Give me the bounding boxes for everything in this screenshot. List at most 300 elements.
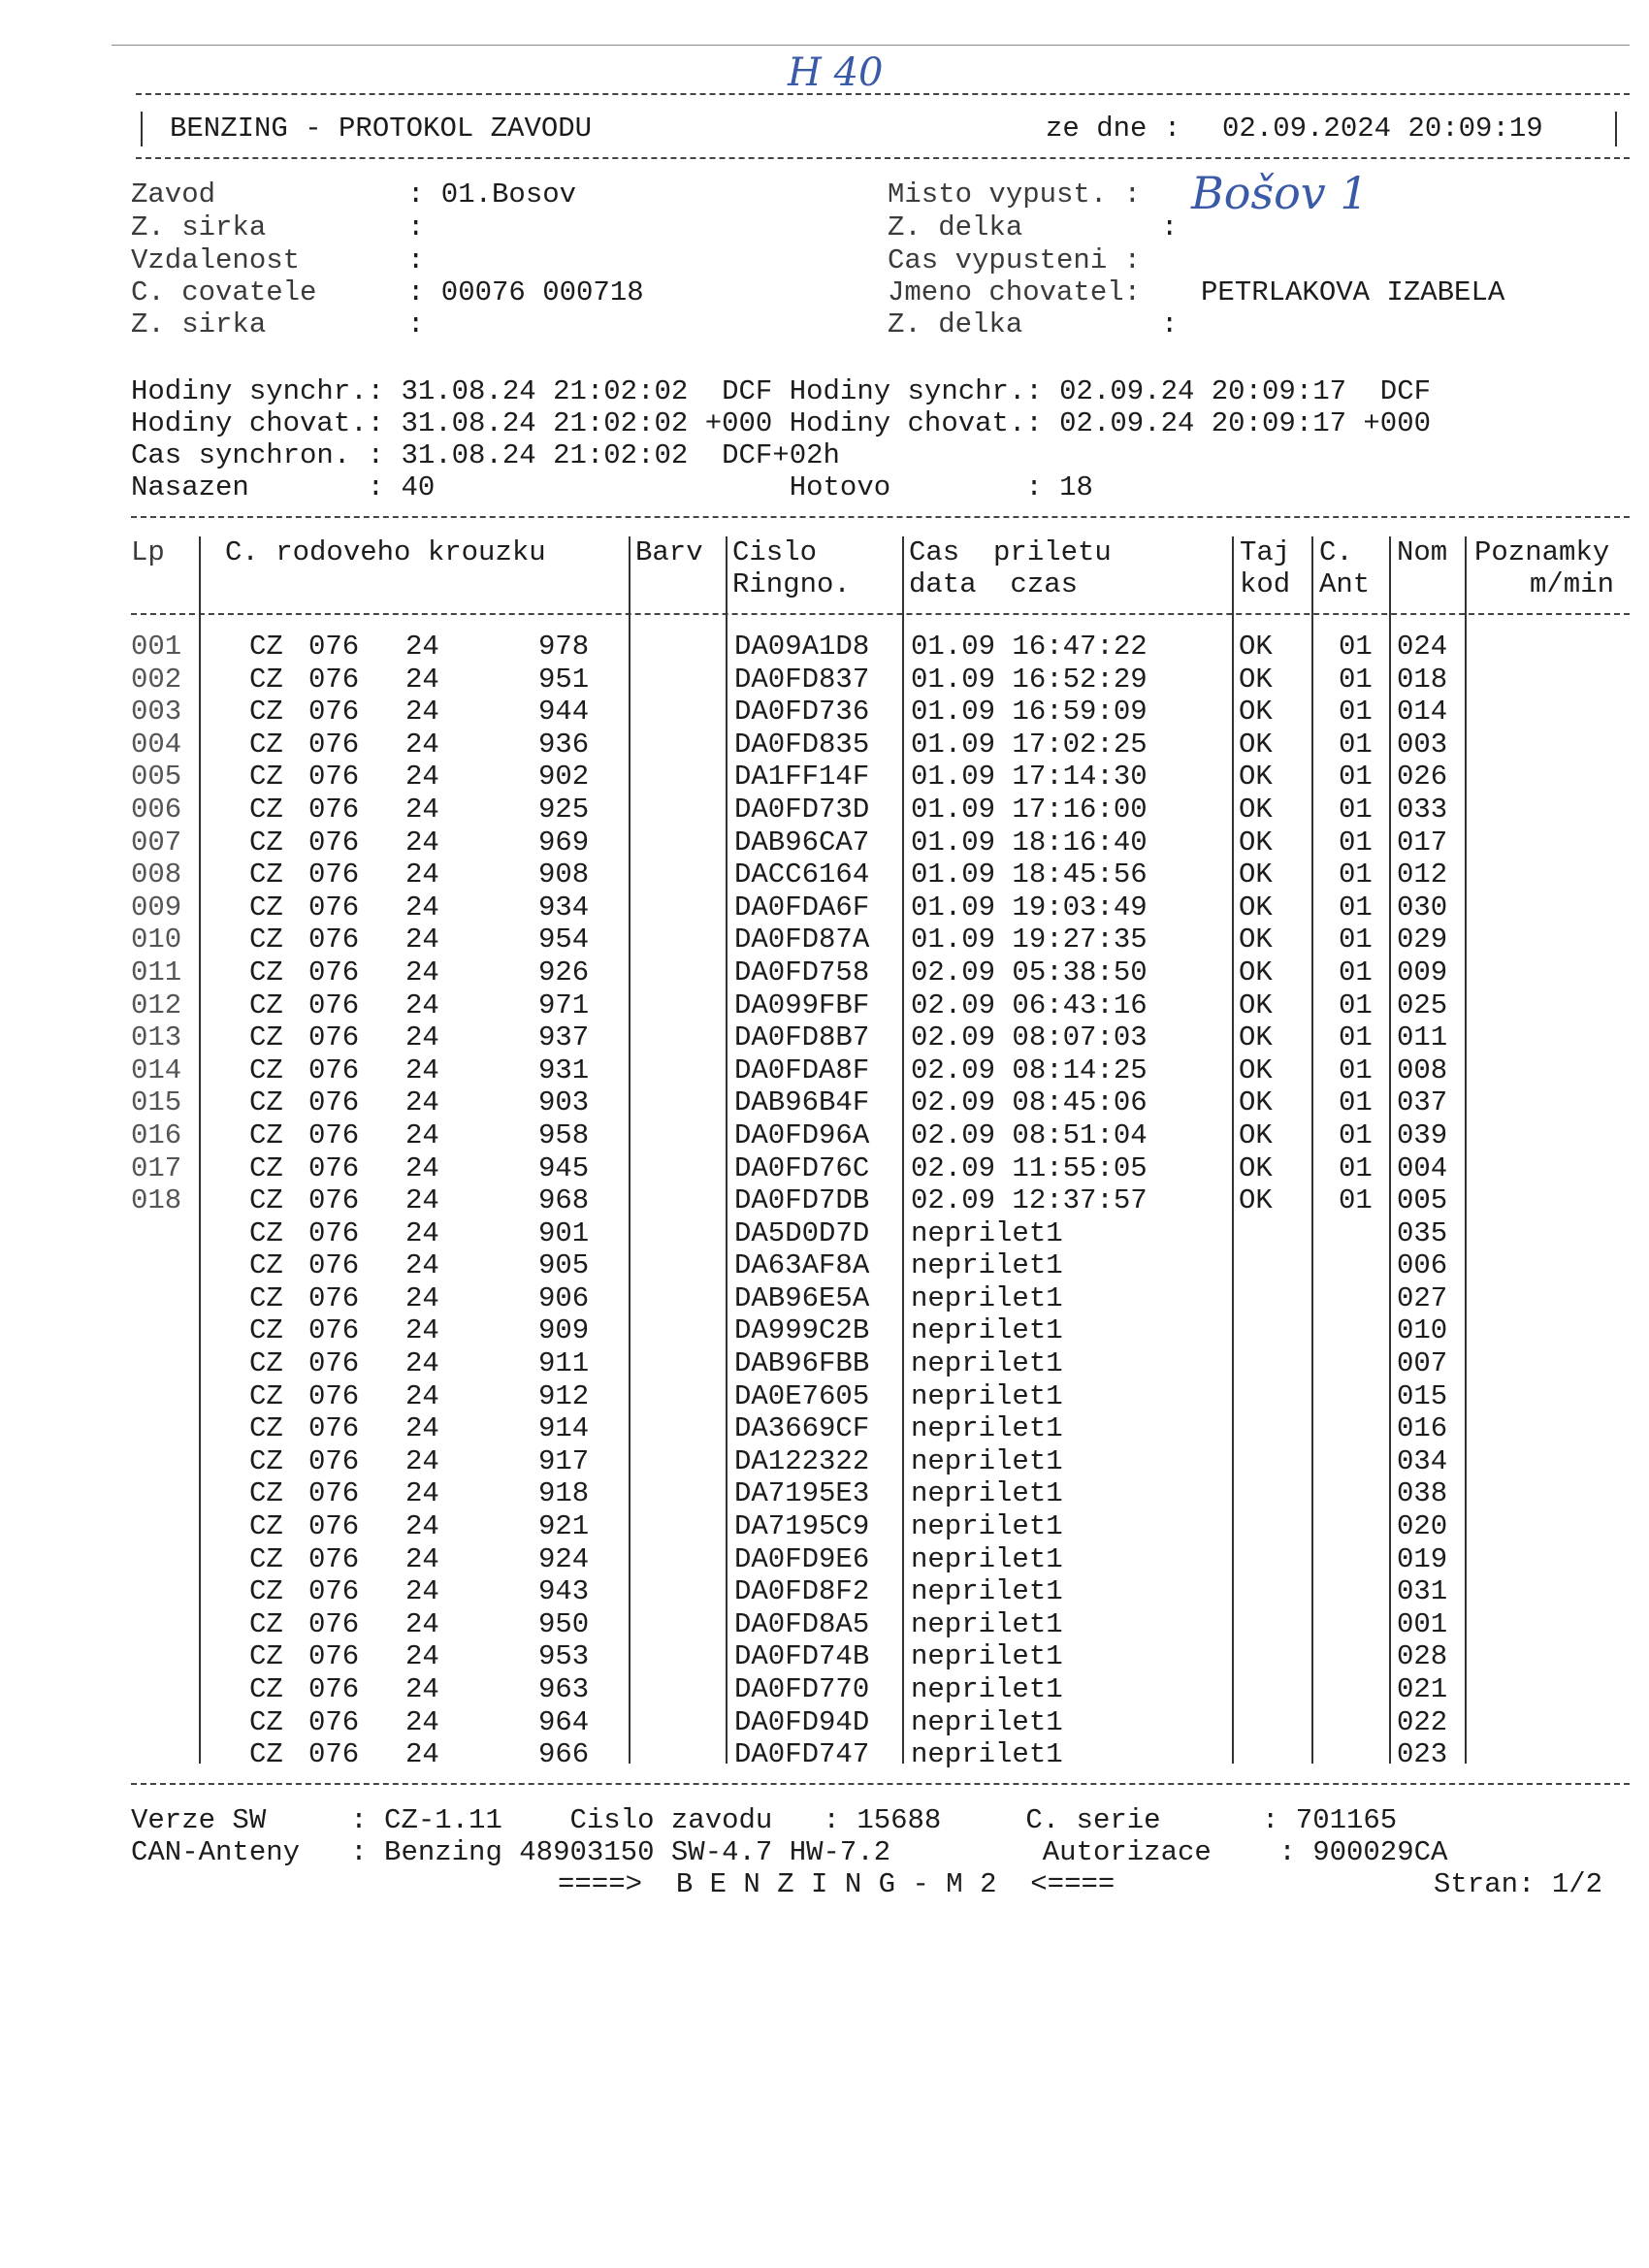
cell-country-code: 076 xyxy=(308,1444,360,1477)
cell-country-code: 076 xyxy=(308,826,360,859)
cell-chip-id: DA0FD76C xyxy=(734,1151,870,1184)
col-cant-2: Ant xyxy=(1319,568,1371,600)
cell-ring-number: 914 xyxy=(538,1412,590,1445)
table-row xyxy=(131,1543,1630,1576)
cell-taj-kod: OK xyxy=(1239,1086,1273,1119)
cell-country: CZ xyxy=(249,1281,283,1314)
cell-ring-number: 953 xyxy=(538,1640,590,1673)
cell-country: CZ xyxy=(249,859,283,891)
cell-ring-number: 951 xyxy=(538,663,590,696)
cell-country: CZ xyxy=(249,988,283,1021)
col-cislo-1: Cislo xyxy=(732,536,818,568)
cell-nom: 026 xyxy=(1397,761,1448,794)
cell-chip-id: DACC6164 xyxy=(734,859,870,891)
cell-year: 24 xyxy=(405,1444,439,1477)
cell-chip-id: DA0FD835 xyxy=(734,728,870,761)
cell-chip-id: DA0FD8B7 xyxy=(734,1021,870,1054)
col-taj-2: kod xyxy=(1240,568,1291,600)
table-row xyxy=(131,923,1630,956)
cell-antenna: 01 xyxy=(1339,859,1373,891)
cell-country: CZ xyxy=(249,1738,283,1771)
cell-year: 24 xyxy=(405,1281,439,1314)
cell-chip-id: DAB96FBB xyxy=(734,1347,870,1380)
cell-ring-number: 944 xyxy=(538,696,590,729)
col-cant-1: C. xyxy=(1319,536,1353,568)
header-left-bar xyxy=(141,112,143,146)
cell-ring-number: 937 xyxy=(538,1021,590,1054)
cell-nom: 031 xyxy=(1397,1575,1448,1608)
cell-arrival-time: 01.09 16:52:29 xyxy=(911,663,1148,696)
cell-country-code: 076 xyxy=(308,1053,360,1086)
handwritten-top-note: H 40 xyxy=(788,50,884,95)
date-label: ze dne : xyxy=(1046,113,1181,145)
cell-chip-id: DA0FD94D xyxy=(734,1705,870,1738)
col-ring: C. rodoveho krouzku xyxy=(225,536,546,568)
cell-year: 24 xyxy=(405,1510,439,1543)
cell-year: 24 xyxy=(405,1314,439,1347)
cell-chip-id: DA0FD736 xyxy=(734,696,870,729)
cell-country-code: 076 xyxy=(308,1673,360,1705)
cell-year: 24 xyxy=(405,631,439,663)
vzdalenost-colon: : xyxy=(407,244,425,276)
cell-country-code: 076 xyxy=(308,1281,360,1314)
results-table xyxy=(131,631,1630,1771)
cell-country-code: 076 xyxy=(308,1379,360,1412)
cell-country: CZ xyxy=(249,1705,283,1738)
cell-chip-id: DA1FF14F xyxy=(734,761,870,794)
cell-nom: 001 xyxy=(1397,1607,1448,1640)
cell-year: 24 xyxy=(405,663,439,696)
cell-year: 24 xyxy=(405,1640,439,1673)
table-row xyxy=(131,1510,1630,1543)
cell-chip-id: DAB96B4F xyxy=(734,1086,870,1119)
cell-country-code: 076 xyxy=(308,1021,360,1054)
z-delka-label: Z. delka xyxy=(888,211,1023,243)
cell-taj-kod: OK xyxy=(1239,728,1273,761)
sync-line-2: Hodiny chovat.: 31.08.24 21:02:02 +000 Hodiny chovat.: 02.09.24 20:09:17 +000 xyxy=(131,407,1432,439)
cell-nom: 008 xyxy=(1397,1053,1448,1086)
cell-lp: 001 xyxy=(131,631,182,663)
cell-country: CZ xyxy=(249,1575,283,1608)
cell-taj-kod: OK xyxy=(1239,988,1273,1021)
cell-arrival-time: neprilet1 xyxy=(911,1705,1063,1738)
cell-ring-number: 963 xyxy=(538,1673,590,1705)
cell-country: CZ xyxy=(249,1347,283,1380)
cell-country-code: 076 xyxy=(308,1347,360,1380)
table-row xyxy=(131,1314,1630,1347)
table-row xyxy=(131,1086,1630,1119)
cell-year: 24 xyxy=(405,1118,439,1151)
cell-country: CZ xyxy=(249,1053,283,1086)
table-row xyxy=(131,1217,1630,1250)
cell-country-code: 076 xyxy=(308,1542,360,1575)
cell-nom: 039 xyxy=(1397,1118,1448,1151)
cell-nom: 011 xyxy=(1397,1021,1448,1054)
cell-nom: 030 xyxy=(1397,891,1448,923)
cell-antenna: 01 xyxy=(1339,956,1373,988)
cell-year: 24 xyxy=(405,1249,439,1282)
cell-country-code: 076 xyxy=(308,1412,360,1445)
cell-country-code: 076 xyxy=(308,1607,360,1640)
cell-antenna: 01 xyxy=(1339,891,1373,923)
cell-arrival-time: neprilet1 xyxy=(911,1575,1063,1608)
table-row xyxy=(131,761,1630,794)
table-row xyxy=(131,1738,1630,1771)
table-row xyxy=(131,1249,1630,1282)
c-covatele-label: C. covatele xyxy=(131,276,317,308)
cell-chip-id: DA09A1D8 xyxy=(734,631,870,663)
cell-year: 24 xyxy=(405,1542,439,1575)
cell-arrival-time: 02.09 08:45:06 xyxy=(911,1086,1148,1119)
cell-arrival-time: neprilet1 xyxy=(911,1542,1063,1575)
cell-arrival-time: neprilet1 xyxy=(911,1314,1063,1347)
table-row xyxy=(131,956,1630,989)
col-cislo-2: Ringno. xyxy=(732,568,851,600)
cell-country-code: 076 xyxy=(308,1640,360,1673)
col-cas-1: Cas priletu xyxy=(909,536,1112,568)
cell-country-code: 076 xyxy=(308,1216,360,1249)
cell-nom: 020 xyxy=(1397,1510,1448,1543)
cell-nom: 016 xyxy=(1397,1412,1448,1445)
cell-chip-id: DA7195E3 xyxy=(734,1477,870,1510)
cell-nom: 015 xyxy=(1397,1379,1448,1412)
cell-antenna: 01 xyxy=(1339,1021,1373,1054)
table-row xyxy=(131,696,1630,729)
cell-ring-number: 924 xyxy=(538,1542,590,1575)
jmeno-label: Jmeno chovatel: xyxy=(888,276,1142,308)
cell-country: CZ xyxy=(249,891,283,923)
table-row xyxy=(131,1184,1630,1217)
cell-nom: 033 xyxy=(1397,793,1448,826)
cell-nom: 029 xyxy=(1397,923,1448,956)
cell-lp: 009 xyxy=(131,891,182,923)
cell-year: 24 xyxy=(405,761,439,794)
cell-country-code: 076 xyxy=(308,1184,360,1217)
cell-chip-id: DA0FD837 xyxy=(734,663,870,696)
cell-arrival-time: 02.09 06:43:16 xyxy=(911,988,1148,1021)
cell-country-code: 076 xyxy=(308,1705,360,1738)
cell-antenna: 01 xyxy=(1339,923,1373,956)
cell-country-code: 076 xyxy=(308,923,360,956)
cell-year: 24 xyxy=(405,956,439,988)
z-sirka2-label: Z. sirka xyxy=(131,308,267,340)
cell-antenna: 01 xyxy=(1339,1053,1373,1086)
cell-chip-id: DA0FD758 xyxy=(734,956,870,988)
cell-nom: 028 xyxy=(1397,1640,1448,1673)
cell-country-code: 076 xyxy=(308,1086,360,1119)
cell-arrival-time: neprilet1 xyxy=(911,1216,1063,1249)
cell-country: CZ xyxy=(249,826,283,859)
table-row xyxy=(131,729,1630,761)
cell-arrival-time: 02.09 12:37:57 xyxy=(911,1184,1148,1217)
cell-year: 24 xyxy=(405,793,439,826)
cell-lp: 011 xyxy=(131,956,182,988)
cell-ring-number: 906 xyxy=(538,1281,590,1314)
cell-arrival-time: neprilet1 xyxy=(911,1510,1063,1543)
cell-lp: 005 xyxy=(131,761,182,794)
cell-year: 24 xyxy=(405,1216,439,1249)
col-cas-2: data czas xyxy=(909,568,1079,600)
cell-chip-id: DA7195C9 xyxy=(734,1510,870,1543)
cell-arrival-time: 02.09 08:14:25 xyxy=(911,1053,1148,1086)
z-sirka2-colon: : xyxy=(407,308,425,340)
cell-nom: 035 xyxy=(1397,1216,1448,1249)
cell-ring-number: 908 xyxy=(538,859,590,891)
cell-country: CZ xyxy=(249,728,283,761)
cell-ring-number: 958 xyxy=(538,1118,590,1151)
cell-year: 24 xyxy=(405,1021,439,1054)
table-row xyxy=(131,1575,1630,1608)
cell-chip-id: DAB96E5A xyxy=(734,1281,870,1314)
cell-ring-number: 969 xyxy=(538,826,590,859)
cell-ring-number: 943 xyxy=(538,1575,590,1608)
cell-taj-kod: OK xyxy=(1239,859,1273,891)
cell-arrival-time: neprilet1 xyxy=(911,1607,1063,1640)
cell-nom: 009 xyxy=(1397,956,1448,988)
cell-arrival-time: neprilet1 xyxy=(911,1412,1063,1445)
cell-taj-kod: OK xyxy=(1239,1184,1273,1217)
cell-lp: 014 xyxy=(131,1053,182,1086)
cell-ring-number: 902 xyxy=(538,761,590,794)
cell-country: CZ xyxy=(249,1249,283,1282)
cell-nom: 023 xyxy=(1397,1738,1448,1771)
cell-year: 24 xyxy=(405,1607,439,1640)
table-head-dash-bottom xyxy=(131,613,1630,615)
cell-country-code: 076 xyxy=(308,793,360,826)
cell-ring-number: 968 xyxy=(538,1184,590,1217)
cell-ring-number: 971 xyxy=(538,988,590,1021)
cell-antenna: 01 xyxy=(1339,1151,1373,1184)
footer-line-1: Verze SW : CZ-1.11 Cislo zavodu : 15688 C. serie : 701165 xyxy=(131,1804,1398,1836)
cell-ring-number: 945 xyxy=(538,1151,590,1184)
footer-brand: ====> B E N Z I N G - M 2 <==== xyxy=(558,1868,1116,1900)
cell-arrival-time: 02.09 11:55:05 xyxy=(911,1151,1148,1184)
footer-line-2: CAN-Anteny : Benzing 48903150 SW-4.7 HW-7.2 Autorizace : 900029CA xyxy=(131,1836,1448,1868)
cell-country: CZ xyxy=(249,923,283,956)
table-row xyxy=(131,1445,1630,1478)
cell-chip-id: DA0FD87A xyxy=(734,923,870,956)
cell-ring-number: 912 xyxy=(538,1379,590,1412)
cell-chip-id: DA0E7605 xyxy=(734,1379,870,1412)
cell-ring-number: 905 xyxy=(538,1249,590,1282)
cell-nom: 024 xyxy=(1397,631,1448,663)
cell-year: 24 xyxy=(405,728,439,761)
cell-taj-kod: OK xyxy=(1239,793,1273,826)
cell-year: 24 xyxy=(405,1184,439,1217)
cell-lp: 006 xyxy=(131,793,182,826)
cell-ring-number: 931 xyxy=(538,1053,590,1086)
table-row xyxy=(131,631,1630,664)
cell-arrival-time: 02.09 08:07:03 xyxy=(911,1021,1148,1054)
cell-chip-id: DA0FD770 xyxy=(734,1673,870,1705)
cell-country-code: 076 xyxy=(308,891,360,923)
header-dash-top xyxy=(136,93,1630,95)
cell-chip-id: DA0FD8F2 xyxy=(734,1575,870,1608)
cell-chip-id: DA0FD74B xyxy=(734,1640,870,1673)
cell-country: CZ xyxy=(249,1021,283,1054)
cell-country: CZ xyxy=(249,1607,283,1640)
z-delka-colon: : xyxy=(1161,211,1179,243)
cell-nom: 010 xyxy=(1397,1314,1448,1347)
cell-chip-id: DA122322 xyxy=(734,1444,870,1477)
cell-arrival-time: 01.09 17:14:30 xyxy=(911,761,1148,794)
cell-taj-kod: OK xyxy=(1239,631,1273,663)
z-delka2-colon: : xyxy=(1161,308,1179,340)
cell-chip-id: DAB96CA7 xyxy=(734,826,870,859)
cell-lp: 016 xyxy=(131,1118,182,1151)
cell-nom: 004 xyxy=(1397,1151,1448,1184)
cell-country: CZ xyxy=(249,1477,283,1510)
cell-chip-id: DA0FD9E6 xyxy=(734,1542,870,1575)
table-head-dash-top xyxy=(131,516,1630,518)
cell-lp: 018 xyxy=(131,1184,182,1217)
cell-year: 24 xyxy=(405,1738,439,1771)
cell-arrival-time: 02.09 08:51:04 xyxy=(911,1118,1148,1151)
cell-lp: 008 xyxy=(131,859,182,891)
cell-year: 24 xyxy=(405,891,439,923)
cell-country: CZ xyxy=(249,793,283,826)
footer-page: Stran: 1/2 xyxy=(1434,1868,1603,1900)
cell-country-code: 076 xyxy=(308,1118,360,1151)
cell-year: 24 xyxy=(405,1705,439,1738)
cell-country-code: 076 xyxy=(308,1249,360,1282)
cell-chip-id: DA0FD96A xyxy=(734,1118,870,1151)
sync-line-1: Hodiny synchr.: 31.08.24 21:02:02 DCF Hodiny synchr.: 02.09.24 20:09:17 DCF xyxy=(131,375,1432,407)
report-date: 02.09.2024 20:09:19 xyxy=(1222,113,1543,145)
col-lp: Lp xyxy=(131,536,165,568)
cell-nom: 006 xyxy=(1397,1249,1448,1282)
cell-arrival-time: 01.09 19:03:49 xyxy=(911,891,1148,923)
cell-arrival-time: neprilet1 xyxy=(911,1738,1063,1771)
cell-chip-id: DA0FD73D xyxy=(734,793,870,826)
cell-antenna: 01 xyxy=(1339,761,1373,794)
cell-year: 24 xyxy=(405,1379,439,1412)
cell-year: 24 xyxy=(405,1477,439,1510)
cell-year: 24 xyxy=(405,826,439,859)
cell-arrival-time: neprilet1 xyxy=(911,1477,1063,1510)
cell-arrival-time: 01.09 19:27:35 xyxy=(911,923,1148,956)
report-title: BENZING - PROTOKOL ZAVODU xyxy=(170,113,593,145)
cell-ring-number: 964 xyxy=(538,1705,590,1738)
cell-year: 24 xyxy=(405,1673,439,1705)
cell-ring-number: 903 xyxy=(538,1086,590,1119)
cell-lp: 010 xyxy=(131,923,182,956)
cell-year: 24 xyxy=(405,1412,439,1445)
cell-country: CZ xyxy=(249,1184,283,1217)
cell-lp: 007 xyxy=(131,826,182,859)
cell-arrival-time: 01.09 18:45:56 xyxy=(911,859,1148,891)
cell-nom: 005 xyxy=(1397,1184,1448,1217)
cell-lp: 012 xyxy=(131,988,182,1021)
cell-year: 24 xyxy=(405,859,439,891)
table-row xyxy=(131,1477,1630,1510)
cell-nom: 019 xyxy=(1397,1542,1448,1575)
cell-arrival-time: 02.09 05:38:50 xyxy=(911,956,1148,988)
cell-ring-number: 901 xyxy=(538,1216,590,1249)
table-row xyxy=(131,1119,1630,1152)
cell-country: CZ xyxy=(249,1086,283,1119)
cell-nom: 027 xyxy=(1397,1281,1448,1314)
cell-country: CZ xyxy=(249,1412,283,1445)
cell-country: CZ xyxy=(249,1216,283,1249)
cell-taj-kod: OK xyxy=(1239,1118,1273,1151)
cell-taj-kod: OK xyxy=(1239,1021,1273,1054)
cell-arrival-time: 01.09 17:02:25 xyxy=(911,728,1148,761)
cell-arrival-time: neprilet1 xyxy=(911,1640,1063,1673)
c-covatele-value: : 00076 000718 xyxy=(407,276,644,308)
sync-line-4: Nasazen : 40 Hotovo : 18 xyxy=(131,471,1093,503)
cell-nom: 014 xyxy=(1397,696,1448,729)
cell-chip-id: DA0FD7DB xyxy=(734,1184,870,1217)
cell-country-code: 076 xyxy=(308,1575,360,1608)
cell-taj-kod: OK xyxy=(1239,891,1273,923)
header-right-bar xyxy=(1615,112,1617,146)
table-row xyxy=(131,1282,1630,1315)
table-row xyxy=(131,1021,1630,1054)
cell-country-code: 076 xyxy=(308,1314,360,1347)
table-row xyxy=(131,1412,1630,1445)
table-row xyxy=(131,1673,1630,1706)
cell-antenna: 01 xyxy=(1339,663,1373,696)
cell-year: 24 xyxy=(405,1347,439,1380)
cell-chip-id: DA5D0D7D xyxy=(734,1216,870,1249)
cell-antenna: 01 xyxy=(1339,1118,1373,1151)
cell-nom: 007 xyxy=(1397,1347,1448,1380)
cell-ring-number: 926 xyxy=(538,956,590,988)
table-row xyxy=(131,891,1630,924)
cell-ring-number: 917 xyxy=(538,1444,590,1477)
cell-lp: 004 xyxy=(131,728,182,761)
cell-taj-kod: OK xyxy=(1239,956,1273,988)
table-row xyxy=(131,1706,1630,1739)
cell-year: 24 xyxy=(405,1053,439,1086)
cell-arrival-time: 01.09 17:16:00 xyxy=(911,793,1148,826)
cell-arrival-time: neprilet1 xyxy=(911,1444,1063,1477)
z-delka2-label: Z. delka xyxy=(888,308,1023,340)
cell-antenna: 01 xyxy=(1339,728,1373,761)
cell-nom: 021 xyxy=(1397,1673,1448,1705)
cell-ring-number: 909 xyxy=(538,1314,590,1347)
cell-antenna: 01 xyxy=(1339,988,1373,1021)
col-nom: Nom xyxy=(1397,536,1448,568)
cell-antenna: 01 xyxy=(1339,826,1373,859)
cell-chip-id: DA0FD8A5 xyxy=(734,1607,870,1640)
cell-nom: 012 xyxy=(1397,859,1448,891)
cell-country-code: 076 xyxy=(308,728,360,761)
col-barv: Barv xyxy=(635,536,703,568)
table-row xyxy=(131,794,1630,826)
table-row xyxy=(131,1640,1630,1673)
cell-country: CZ xyxy=(249,696,283,729)
col-pozn-1: Poznamky xyxy=(1474,536,1610,568)
cell-country: CZ xyxy=(249,1314,283,1347)
cell-ring-number: 978 xyxy=(538,631,590,663)
cell-nom: 017 xyxy=(1397,826,1448,859)
zavod-value: : 01.Bosov xyxy=(407,178,577,211)
cell-arrival-time: 01.09 16:59:09 xyxy=(911,696,1148,729)
cell-country: CZ xyxy=(249,1542,283,1575)
cell-country: CZ xyxy=(249,631,283,663)
table-row xyxy=(131,1152,1630,1185)
cell-chip-id: DA0FDA8F xyxy=(734,1053,870,1086)
cell-ring-number: 936 xyxy=(538,728,590,761)
cell-ring-number: 954 xyxy=(538,923,590,956)
cell-country-code: 076 xyxy=(308,761,360,794)
cell-country-code: 076 xyxy=(308,631,360,663)
cell-antenna: 01 xyxy=(1339,793,1373,826)
cell-year: 24 xyxy=(405,923,439,956)
cell-country: CZ xyxy=(249,1151,283,1184)
